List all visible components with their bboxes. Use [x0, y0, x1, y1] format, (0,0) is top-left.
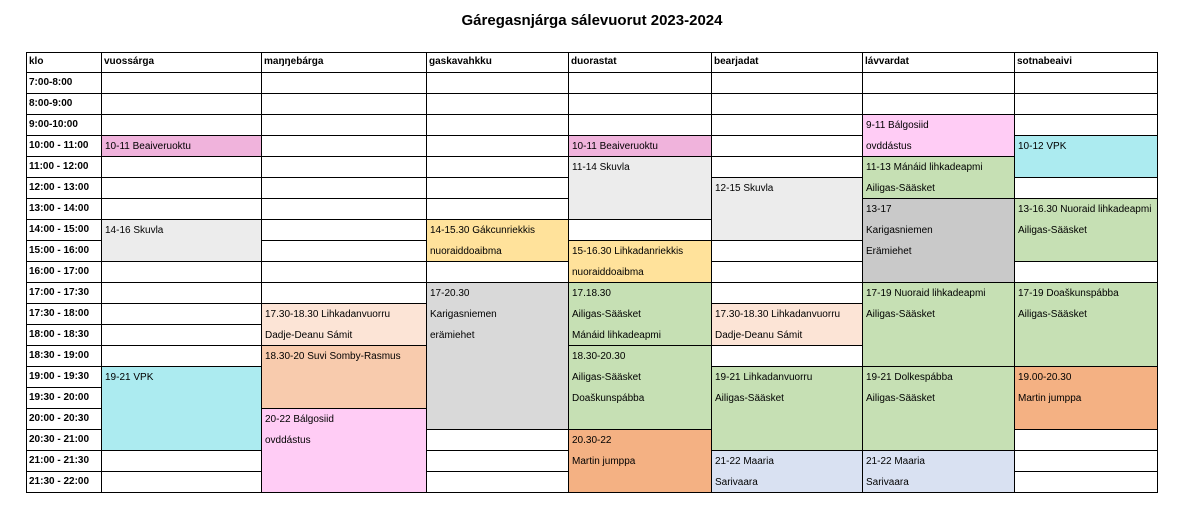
grid-line — [426, 52, 427, 493]
grid-line — [26, 450, 102, 451]
event-text: Ailigas-Sääsket — [866, 309, 935, 320]
grid-line — [711, 303, 863, 304]
grid-line — [862, 93, 1015, 94]
grid-line — [26, 219, 102, 220]
event-text: nuoraiddoaibma — [572, 267, 644, 278]
event-block — [569, 157, 711, 219]
grid-line — [1157, 52, 1158, 493]
grid-line — [568, 345, 712, 346]
grid-line — [711, 114, 863, 115]
grid-line — [26, 408, 102, 409]
event-text: Martin jumppa — [572, 456, 636, 467]
time-slot-label: 21:30 - 22:00 — [29, 476, 90, 487]
event-block — [569, 346, 711, 429]
grid-line — [426, 261, 569, 262]
event-text: 18.30-20.30 — [572, 351, 626, 362]
grid-line — [568, 240, 712, 241]
grid-line — [261, 345, 427, 346]
grid-line — [26, 114, 102, 115]
grid-line — [711, 366, 863, 367]
event-block — [102, 220, 261, 261]
grid-line — [101, 492, 262, 493]
event-text: 17-19 Nuoraid lihkadeapmi — [866, 288, 986, 299]
column-header-day: vuossárga — [104, 56, 155, 67]
event-text: 17-19 Doaškunspábba — [1018, 288, 1119, 299]
grid-line — [26, 492, 102, 493]
grid-line — [1014, 492, 1158, 493]
grid-line — [26, 198, 102, 199]
grid-line — [261, 261, 427, 262]
event-text: Dadje-Deanu Sámit — [265, 330, 353, 341]
grid-line — [1014, 429, 1158, 430]
event-block — [102, 136, 261, 156]
column-header-day: sotnabeaivi — [1017, 56, 1073, 67]
event-text: nuoraiddoaibma — [430, 246, 502, 257]
grid-line — [101, 282, 262, 283]
event-text: Karigasniemen — [430, 309, 497, 320]
event-text: 21-22 Maaria — [715, 456, 774, 467]
event-text: Ailigas-Sääsket — [572, 309, 641, 320]
grid-line — [862, 450, 1015, 451]
event-text: Ailigas-Sääsket — [715, 393, 784, 404]
grid-line — [862, 198, 1015, 199]
grid-line — [426, 282, 569, 283]
event-text: Ailigas-Sääsket — [1018, 225, 1087, 236]
time-slot-label: 15:00 - 16:00 — [29, 245, 90, 256]
grid-line — [426, 471, 569, 472]
time-slot-label: 18:30 - 19:00 — [29, 350, 90, 361]
grid-line — [261, 240, 427, 241]
grid-line — [101, 471, 262, 472]
event-block — [427, 283, 568, 429]
time-slot-label: 7:00-8:00 — [29, 77, 73, 88]
grid-line — [101, 156, 262, 157]
schedule-table — [26, 52, 1157, 493]
event-text: Dadje-Deanu Sámit — [715, 330, 803, 341]
grid-line — [101, 261, 262, 262]
grid-line — [101, 366, 262, 367]
grid-line — [711, 450, 863, 451]
grid-line — [1014, 471, 1158, 472]
grid-line — [261, 198, 427, 199]
grid-line — [568, 492, 712, 493]
grid-line — [26, 72, 1158, 73]
grid-line — [26, 324, 102, 325]
grid-line — [1014, 52, 1015, 493]
grid-line — [426, 450, 569, 451]
grid-line — [1014, 282, 1158, 283]
column-header-time: klo — [29, 56, 44, 67]
column-header-day: maŋŋebárga — [264, 56, 324, 67]
event-block — [1015, 136, 1157, 177]
grid-line — [26, 240, 102, 241]
grid-line — [26, 282, 102, 283]
event-block — [712, 367, 862, 450]
time-slot-label: 19:00 - 19:30 — [29, 371, 90, 382]
event-text: Erämiehet — [866, 246, 912, 257]
grid-line — [711, 177, 863, 178]
grid-line — [101, 52, 102, 493]
grid-line — [711, 261, 863, 262]
event-text: 13-17 — [866, 204, 892, 215]
event-block — [863, 367, 1014, 450]
grid-line — [1014, 450, 1158, 451]
event-text: 9-11 Bálgosiid — [866, 120, 929, 131]
event-text: 11-13 Mánáid lihkadeapmi — [866, 162, 983, 173]
time-slot-label: 18:00 - 18:30 — [29, 329, 90, 340]
grid-line — [26, 177, 102, 178]
grid-line — [26, 429, 102, 430]
event-text: 19-21 Lihkadanvuorru — [715, 372, 813, 383]
column-header-day: lávvardat — [865, 56, 909, 67]
event-text: 11-14 Skuvla — [572, 162, 630, 173]
grid-line — [26, 261, 102, 262]
grid-line — [711, 345, 863, 346]
event-block — [863, 451, 1014, 492]
grid-line — [862, 492, 1015, 493]
event-block — [427, 220, 568, 261]
event-text: 19.00-20.30 — [1018, 372, 1072, 383]
event-block — [863, 115, 1014, 156]
grid-line — [862, 156, 1015, 157]
grid-line — [426, 135, 569, 136]
event-text: 17-20.30 — [430, 288, 470, 299]
grid-line — [261, 114, 427, 115]
grid-line — [26, 471, 102, 472]
grid-line — [261, 219, 427, 220]
event-block — [569, 241, 711, 282]
grid-line — [26, 156, 102, 157]
grid-line — [568, 114, 712, 115]
event-text: Sarivaara — [715, 477, 758, 488]
event-block — [1015, 199, 1157, 261]
grid-line — [426, 177, 569, 178]
grid-line — [1014, 93, 1158, 94]
grid-line — [1014, 177, 1158, 178]
event-text: 12-15 Skuvla — [715, 183, 774, 194]
grid-line — [26, 135, 102, 136]
event-text: 10-11 Beaiveruoktu — [105, 141, 191, 152]
grid-line — [1014, 114, 1158, 115]
event-text: ovddástus — [265, 435, 311, 446]
grid-line — [568, 52, 569, 493]
time-slot-label: 11:00 - 12:00 — [29, 161, 89, 172]
grid-line — [101, 345, 262, 346]
event-text: Mánáid lihkadeapmi — [572, 330, 661, 341]
time-slot-label: 12:00 - 13:00 — [29, 182, 90, 193]
event-block — [712, 178, 862, 240]
event-text: Ailigas-Sääsket — [1018, 309, 1087, 320]
grid-line — [426, 492, 569, 493]
grid-line — [1014, 198, 1158, 199]
event-block — [863, 283, 1014, 366]
event-text: 14-15.30 Gákcunriekkis — [430, 225, 536, 236]
grid-line — [426, 198, 569, 199]
time-slot-label: 8:00-9:00 — [29, 98, 73, 109]
grid-line — [101, 114, 262, 115]
event-block — [262, 409, 426, 492]
event-block — [102, 367, 261, 450]
time-slot-label: 17:30 - 18:00 — [29, 308, 90, 319]
event-text: erämiehet — [430, 330, 475, 341]
grid-line — [101, 219, 262, 220]
event-text: 17.18.30 — [572, 288, 611, 299]
time-slot-label: 14:00 - 15:00 — [29, 224, 90, 235]
grid-line — [26, 345, 102, 346]
event-block — [712, 304, 862, 345]
grid-line — [261, 492, 427, 493]
event-text: Ailigas-Sääsket — [866, 393, 935, 404]
event-text: 10-12 VPK — [1018, 141, 1067, 152]
event-text: 20-22 Bálgosiid — [265, 414, 334, 425]
grid-line — [1014, 366, 1158, 367]
event-block — [863, 157, 1014, 198]
grid-line — [568, 93, 712, 94]
grid-line — [426, 114, 569, 115]
event-block — [262, 304, 426, 345]
time-slot-label: 10:00 - 11:00 — [29, 140, 89, 151]
event-text: Sarivaara — [866, 477, 909, 488]
time-slot-label: 20:30 - 21:00 — [29, 434, 90, 445]
event-text: 14-16 Skuvla — [105, 225, 164, 236]
event-text: 17.30-18.30 Lihkadanvuorru — [265, 309, 391, 320]
grid-line — [261, 52, 262, 493]
grid-line — [101, 324, 262, 325]
grid-line — [26, 52, 27, 493]
grid-line — [862, 52, 863, 493]
event-text: Ailigas-Sääsket — [572, 372, 641, 383]
event-block — [262, 346, 426, 408]
event-text: 18.30-20 Suvi Somby-Rasmus — [265, 351, 401, 362]
event-text: 19-21 Dolkespábba — [866, 372, 953, 383]
grid-line — [862, 366, 1015, 367]
event-block — [569, 136, 711, 156]
event-text: 17.30-18.30 Lihkadanvuorru — [715, 309, 841, 320]
grid-line — [101, 450, 262, 451]
column-header-day: duorastat — [571, 56, 617, 67]
grid-line — [261, 156, 427, 157]
grid-line — [26, 93, 102, 94]
grid-line — [711, 156, 863, 157]
grid-line — [711, 93, 863, 94]
column-header-day: gaskavahkku — [429, 56, 492, 67]
event-block — [712, 451, 862, 492]
event-text: Ailigas-Sääsket — [866, 183, 935, 194]
grid-line — [426, 156, 569, 157]
grid-line — [261, 282, 427, 283]
grid-line — [426, 93, 569, 94]
time-slot-label: 20:00 - 20:30 — [29, 413, 90, 424]
event-text: ovddástus — [866, 141, 912, 152]
grid-line — [261, 408, 427, 409]
time-slot-label: 19:30 - 20:00 — [29, 392, 90, 403]
grid-line — [101, 135, 262, 136]
grid-line — [568, 135, 712, 136]
grid-line — [1014, 135, 1158, 136]
event-text: 19-21 VPK — [105, 372, 154, 383]
grid-line — [711, 282, 863, 283]
event-text: 20.30-22 — [572, 435, 612, 446]
grid-line — [568, 429, 712, 430]
grid-line — [568, 282, 712, 283]
grid-line — [101, 177, 262, 178]
grid-line — [26, 387, 102, 388]
grid-line — [26, 366, 102, 367]
column-header-day: bearjadat — [714, 56, 759, 67]
event-block — [569, 430, 711, 492]
event-text: 10-11 Beaiveruoktu — [572, 141, 658, 152]
time-slot-label: 17:00 - 17:30 — [29, 287, 90, 298]
event-block — [1015, 367, 1157, 429]
grid-line — [261, 93, 427, 94]
grid-line — [711, 240, 863, 241]
time-slot-label: 16:00 - 17:00 — [29, 266, 90, 277]
grid-line — [711, 135, 863, 136]
event-text: Martin jumppa — [1018, 393, 1082, 404]
grid-line — [426, 219, 569, 220]
grid-line — [101, 198, 262, 199]
time-slot-label: 13:00 - 14:00 — [29, 203, 90, 214]
page-title: Gáregasnjárga sálevuorut 2023-2024 — [461, 12, 723, 29]
grid-line — [101, 303, 262, 304]
grid-line — [26, 52, 1158, 53]
grid-line — [261, 177, 427, 178]
grid-line — [1014, 261, 1158, 262]
event-text: 13-16.30 Nuoraid lihkadeapmi — [1018, 204, 1152, 215]
event-block — [1015, 283, 1157, 366]
grid-line — [261, 303, 427, 304]
grid-line — [261, 135, 427, 136]
time-slot-label: 9:00-10:00 — [29, 119, 78, 130]
grid-line — [568, 219, 712, 220]
event-block — [569, 283, 711, 345]
grid-line — [711, 492, 863, 493]
grid-line — [862, 282, 1015, 283]
event-text: Karigasniemen — [866, 225, 933, 236]
grid-line — [426, 429, 569, 430]
grid-line — [26, 303, 102, 304]
event-text: 21-22 Maaria — [866, 456, 925, 467]
time-slot-label: 21:00 - 21:30 — [29, 455, 90, 466]
event-text: Doaškunspábba — [572, 393, 645, 404]
event-text: 15-16.30 Lihkadanriekkis — [572, 246, 684, 257]
event-block — [863, 199, 1014, 282]
grid-line — [862, 114, 1015, 115]
grid-line — [711, 52, 712, 493]
grid-line — [101, 93, 262, 94]
grid-line — [568, 156, 712, 157]
